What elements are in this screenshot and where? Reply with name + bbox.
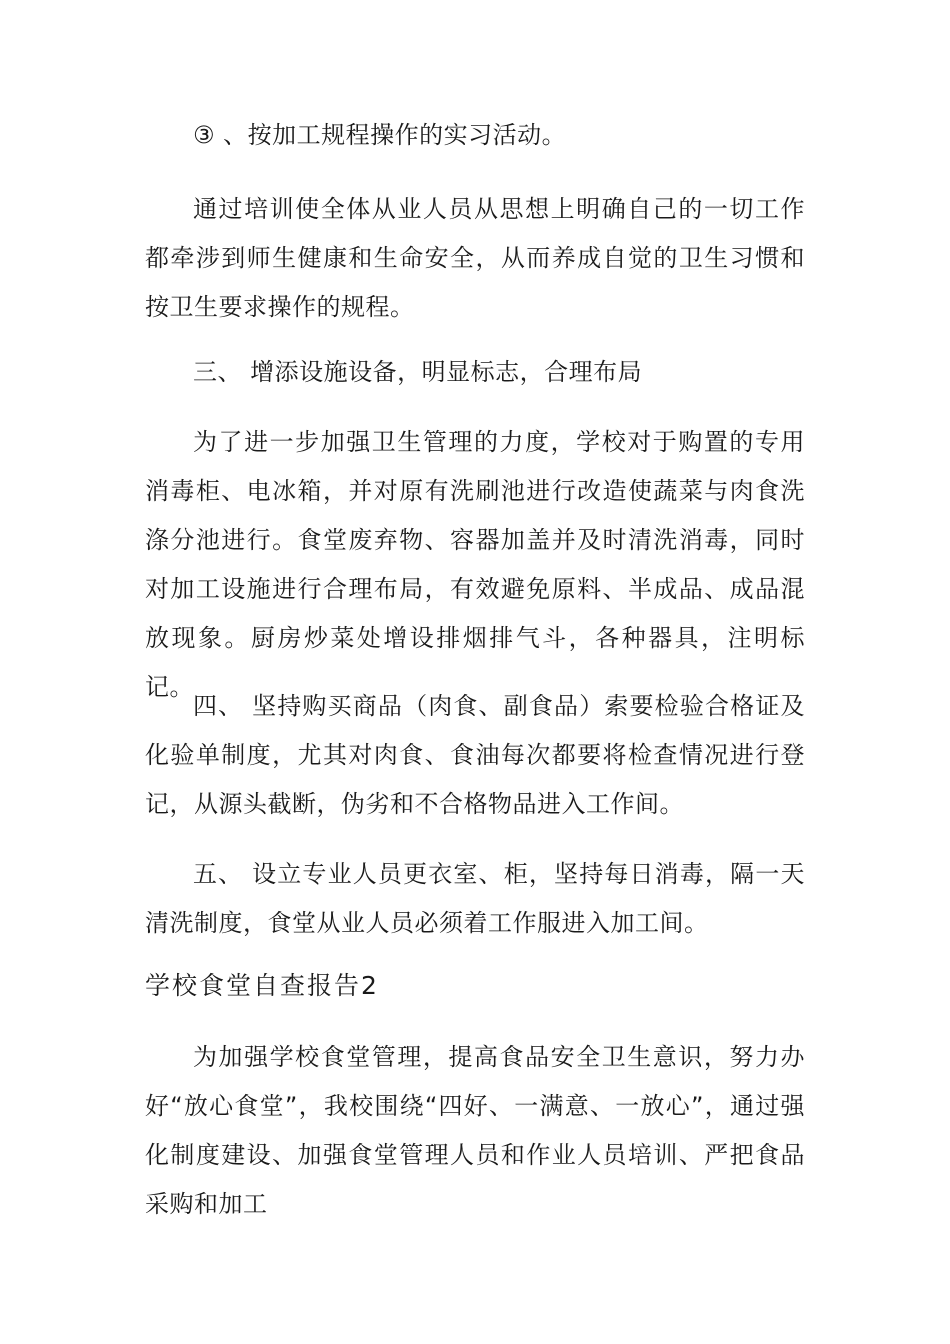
paragraph-training-item-3: ③ 、按加工规程操作的实习活动。 bbox=[193, 121, 567, 149]
paragraph-section-3-heading: 三、 增添设施设备，明显标志，合理布局 bbox=[193, 358, 643, 386]
paragraph-section-5-changing-room: 五、 设立专业人员更衣室、柜，坚持每日消毒，隔一天清洗制度，食堂从业人员必须着工作服进入加工间。 bbox=[145, 860, 805, 937]
paragraph-section-4-purchasing: 四、 坚持购买商品（肉食、副食品）索要检验合格证及化验单制度，尤其对肉食、食油每次都要将检查情况进行登记，从源头截断，伪劣和不合格物品进入工作间。 bbox=[145, 692, 805, 818]
section-title: 学校食堂自查报告2 bbox=[145, 971, 379, 1000]
paragraph-facilities: 为了进一步加强卫生管理的力度，学校对于购置的专用消毒柜、电冰箱，并对原有洗刷池进行改造使蔬菜与肉食洗涤分池进行。食堂废弃物、容器加盖并及时清洗消毒，同时对加工设施进行合理布局，有效避免原料、半成品、成品混放现象。厨房炒菜处增设排烟排气斗，各种器具，注明标记。 bbox=[145, 428, 805, 701]
paragraph-report-2-intro: 为加强学校食堂管理，提高食品安全卫生意识，努力办好“放心食堂”，我校围绕“四好、一满意、一放心”，通过强化制度建设、加强食堂管理人员和作业人员培训、严把食品采购和加工 bbox=[145, 1043, 805, 1218]
paragraph-training-purpose: 通过培训使全体从业人员从思想上明确自己的一切工作都牵涉到师生健康和生命安全，从而养成自觉的卫生习惯和按卫生要求操作的规程。 bbox=[145, 195, 805, 321]
